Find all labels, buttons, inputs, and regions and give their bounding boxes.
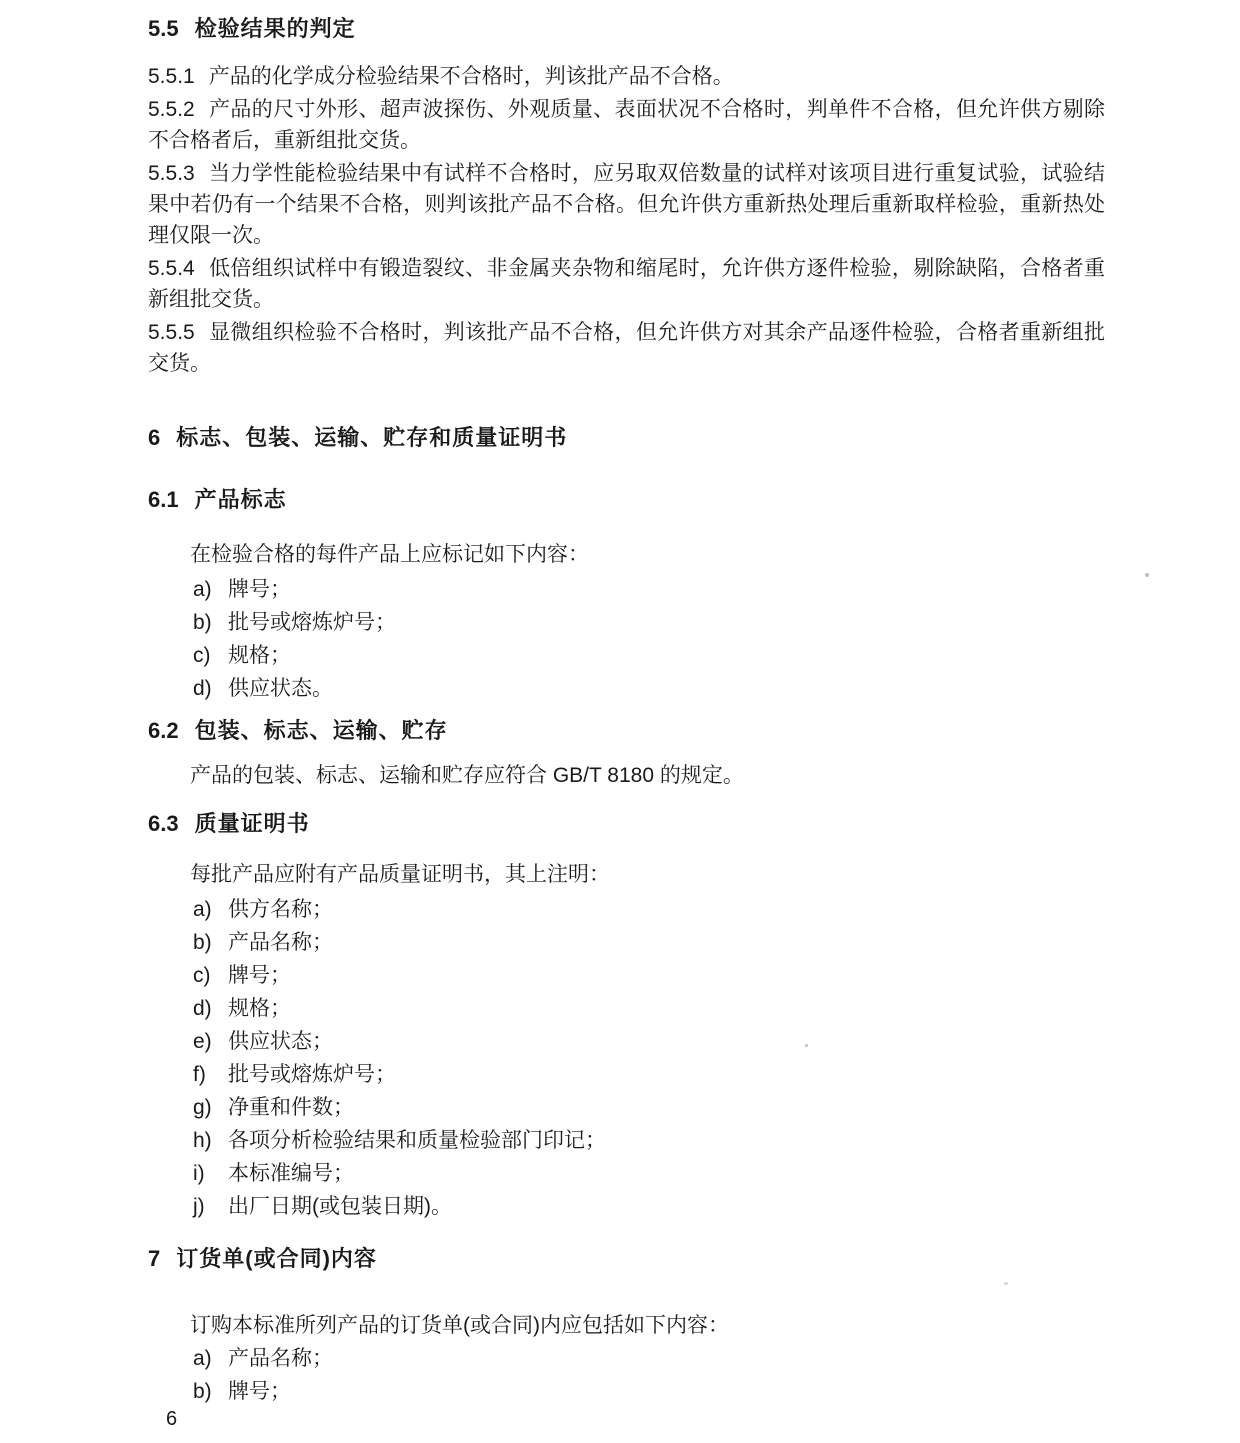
list-item-label: j) xyxy=(193,1195,205,1218)
list-item-text: 出厂日期(或包装日期)。 xyxy=(228,1195,452,1218)
list-item-text: 牌号； xyxy=(228,1380,291,1403)
list-item xyxy=(193,1191,1105,1222)
clause-5-5-1-text: 产品的化学成分检验结果不合格时，判该批产品不合格。 xyxy=(208,65,734,88)
clause-5-5-1-number: 5.5.1 xyxy=(148,65,195,88)
clause-5-5-1 xyxy=(148,61,1105,92)
para-6-3-intro: 每批产品应附有产品质量证明书，其上注明： xyxy=(190,863,610,886)
list-item-label: b) xyxy=(193,611,212,634)
list-item-text: 批号或熔炼炉号； xyxy=(228,1063,396,1086)
list-item-label: i) xyxy=(193,1162,205,1185)
list-item xyxy=(193,1059,1105,1090)
list-item-text: 净重和件数； xyxy=(228,1096,354,1119)
heading-6-title: 标志、包装、运输、贮存和质量证明书 xyxy=(176,425,568,450)
list-item xyxy=(193,927,1105,958)
list-item-label: h) xyxy=(193,1129,212,1152)
heading-6-1-title: 产品标志 xyxy=(194,487,287,512)
list-item-text: 产品名称； xyxy=(228,931,333,954)
heading-6-3-number: 6.3 xyxy=(148,811,179,836)
list-item-label: b) xyxy=(193,931,212,954)
clause-5-5-5 xyxy=(148,317,1105,379)
list-item xyxy=(193,640,1105,671)
para-6-2: 产品的包装、标志、运输和贮存应符合 GB/T 8180 的规定。 xyxy=(190,764,744,787)
clause-5-5-4-text: 低倍组织试样中有锻造裂纹、非金属夹杂物和缩尾时，允许供方逐件检验，剔除缺陷，合格者重新组批交货。 xyxy=(148,257,1105,311)
list-item-text: 供方名称； xyxy=(228,898,333,921)
list-7 xyxy=(193,1343,1105,1407)
list-item-text: 产品名称； xyxy=(228,1347,333,1370)
clause-5-5-3 xyxy=(148,158,1105,251)
heading-7-title: 订货单(或合同)内容 xyxy=(176,1246,377,1271)
list-item xyxy=(193,1343,1105,1374)
heading-6-number: 6 xyxy=(148,425,161,450)
list-item-text: 牌号； xyxy=(228,578,291,601)
clause-5-5-2-number: 5.5.2 xyxy=(148,98,195,121)
heading-6 xyxy=(148,423,1105,453)
list-item-label: a) xyxy=(193,898,212,921)
list-item-text: 规格； xyxy=(228,997,291,1020)
heading-5-5 xyxy=(148,14,1105,44)
list-item xyxy=(193,1092,1105,1123)
para-7-intro: 订购本标准所列产品的订货单(或合同)内应包括如下内容： xyxy=(190,1314,729,1337)
list-item xyxy=(193,960,1105,991)
list-item xyxy=(193,607,1105,638)
list-item-label: b) xyxy=(193,1380,212,1403)
clause-5-5-5-number: 5.5.5 xyxy=(148,321,195,344)
clause-5-5-4-number: 5.5.4 xyxy=(148,257,195,280)
list-item-label: a) xyxy=(193,1347,212,1370)
clause-5-5-3-number: 5.5.3 xyxy=(148,162,195,185)
heading-6-1 xyxy=(148,485,1105,515)
list-item-text: 供应状态。 xyxy=(228,677,333,700)
list-item xyxy=(193,1158,1105,1189)
list-item-text: 供应状态； xyxy=(228,1030,333,1053)
list-item xyxy=(193,993,1105,1024)
clause-5-5-5-text: 显微组织检验不合格时，判该批产品不合格，但允许供方对其余产品逐件检验，合格者重新组批交货。 xyxy=(148,321,1105,375)
list-item-label: d) xyxy=(193,997,212,1020)
para-6-1-intro: 在检验合格的每件产品上应标记如下内容： xyxy=(190,543,589,566)
list-6-1 xyxy=(193,574,1105,704)
list-item xyxy=(193,1376,1105,1407)
heading-6-3-title: 质量证明书 xyxy=(194,811,310,836)
list-item-label: c) xyxy=(193,644,211,667)
clause-5-5-2-text: 产品的尺寸外形、超声波探伤、外观质量、表面状况不合格时，判单件不合格，但允许供方剔除不合格者后，重新组批交货。 xyxy=(148,98,1105,152)
list-item-text: 批号或熔炼炉号； xyxy=(228,611,396,634)
heading-5-5-number: 5.5 xyxy=(148,16,179,41)
list-item xyxy=(193,673,1105,704)
clause-5-5-4 xyxy=(148,253,1105,315)
page-number: 6 xyxy=(166,1408,178,1430)
list-item-label: d) xyxy=(193,677,212,700)
scan-speck xyxy=(1145,573,1149,577)
list-6-3 xyxy=(193,894,1105,1222)
list-item xyxy=(193,1026,1105,1057)
heading-6-2 xyxy=(148,716,1105,746)
list-item-label: g) xyxy=(193,1096,212,1119)
list-item xyxy=(193,894,1105,925)
heading-6-2-title: 包装、标志、运输、贮存 xyxy=(194,718,448,743)
list-item-label: f) xyxy=(193,1063,206,1086)
list-item xyxy=(193,1125,1105,1156)
list-item xyxy=(193,574,1105,605)
list-item-label: a) xyxy=(193,578,212,601)
list-item-text: 各项分析检验结果和质量检验部门印记； xyxy=(228,1129,606,1152)
clause-5-5-3-text: 当力学性能检验结果中有试样不合格时，应另取双倍数量的试样对该项目进行重复试验，试验结果中若仍有一个结果不合格，则判该批产品不合格。但允许供方重新热处理后重新取样检验，重新热处理仅限一次。 xyxy=(148,162,1105,247)
heading-7 xyxy=(148,1244,1105,1274)
heading-5-5-title: 检验结果的判定 xyxy=(194,16,356,41)
list-item-text: 规格； xyxy=(228,644,291,667)
heading-7-number: 7 xyxy=(148,1246,161,1271)
list-item-label: c) xyxy=(193,964,211,987)
list-item-label: e) xyxy=(193,1030,212,1053)
scan-speck xyxy=(805,1044,808,1047)
heading-6-3 xyxy=(148,809,1105,839)
heading-6-1-number: 6.1 xyxy=(148,487,179,512)
clause-5-5-2 xyxy=(148,94,1105,156)
list-item-text: 牌号； xyxy=(228,964,291,987)
scan-speck xyxy=(1004,1282,1008,1285)
list-item-text: 本标准编号； xyxy=(228,1162,354,1185)
heading-6-2-number: 6.2 xyxy=(148,718,179,743)
